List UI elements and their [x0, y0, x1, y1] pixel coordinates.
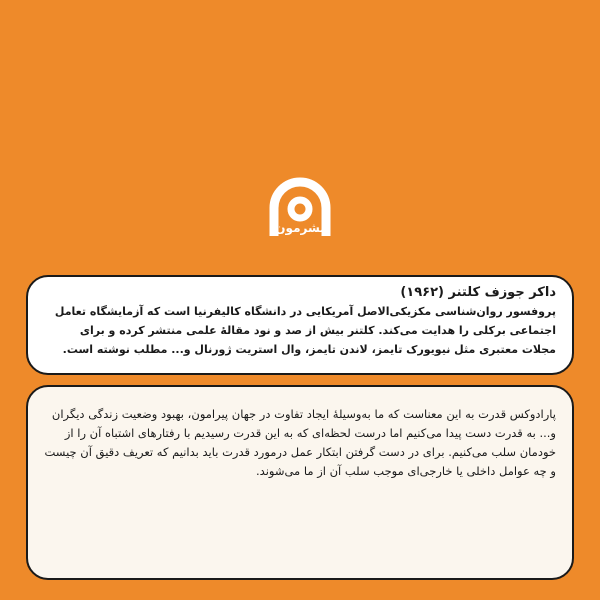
bio-card	[26, 275, 574, 375]
quote-text: پارادوکس قدرت به این معناست که ما به‌وسیلهٔ ایجاد تفاوت در جهان پیرامون، بهبود وضعیت زندگی دیگران و... به قدرت دست پیدا می‌کنیم اما درست لحظه‌ای که به این قدرت رسیدیم با رفتارهای اشتباه آن را از خودمان سلب می‌کنیم. برای در دست گرفتن ابتکار عمل درمورد قدرت باید بدانیم که تعریف دقیق آن چیست و چه عوامل داخلی یا خارجی‌ای موجب سلب آن از ما می‌شوند.	[44, 407, 556, 478]
bio-text: پروفسور روان‌شناسی مکزیکی‌الاصل آمریکایی در دانشگاه کالیفرنیا است که آزمایشگاه تعامل اجتماعی برکلی را هدایت می‌کند. کلتنر بیش از صد و نود مقالهٔ علمی منتشر کرده و برای مجلات معتبری مثل نیویورک تایمز، لاندن تایمز، وال استریت ژورنال و... مطلب نوشته است.	[54, 305, 556, 356]
bio-title: داکر جوزف کلتنر (۱۹۶۲)	[400, 285, 556, 300]
quote-card	[26, 385, 574, 580]
brand-label: [نشرمون]	[269, 221, 331, 235]
